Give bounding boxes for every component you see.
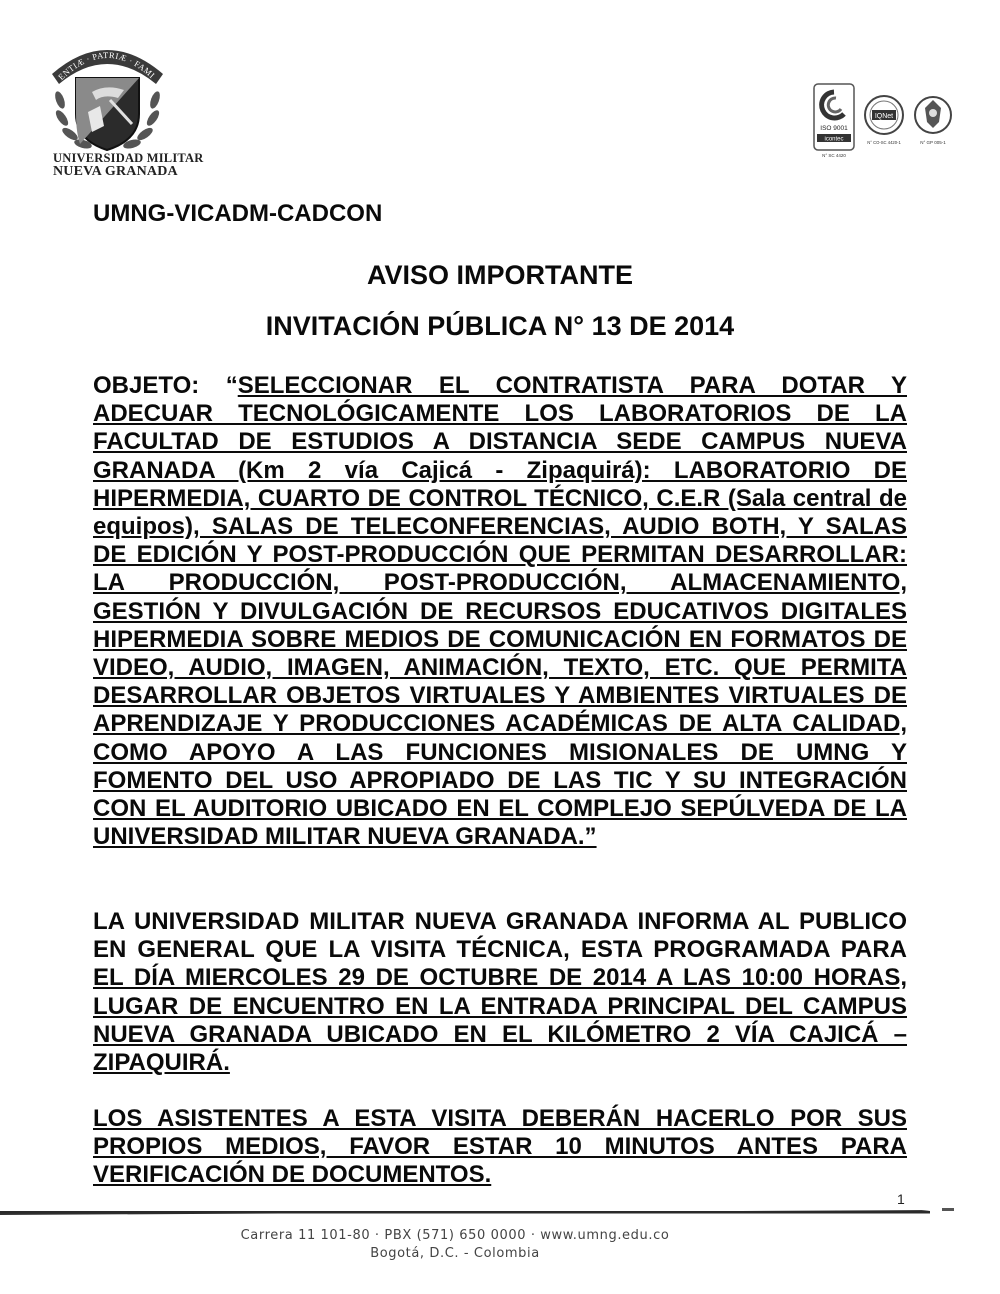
visit-notice-intro: LA UNIVERSIDAD MILITAR NUEVA GRANADA INFORMA AL PUBLICO EN GENERAL QUE LA VISITA TÉCNICA, ESTA PROGRAMADA PARA bbox=[93, 908, 907, 964]
svg-text:IQNet: IQNet bbox=[874, 113, 894, 120]
footer-address-line2: Bogotá, D.C. - Colombia bbox=[370, 1246, 540, 1261]
document-reference: UMNG-VICADM-CADCON bbox=[93, 200, 383, 227]
svg-text:N° CO-SC 4420-1: N° CO-SC 4420-1 bbox=[867, 140, 901, 145]
university-name-line1: UNIVERSIDAD MILITAR bbox=[53, 151, 204, 165]
svg-text:ISO 9001: ISO 9001 bbox=[820, 125, 848, 132]
university-crest-icon bbox=[40, 40, 175, 155]
attendees-note: LOS ASISTENTES A ESTA VISITA DEBERÁN HACERLO POR SUS PROPIOS MEDIOS, FAVOR ESTAR 10 MINUTOS ANTES PARA VERIFICACIÓN DE DOCUMENTOS. bbox=[93, 1105, 907, 1189]
page-number: 1 bbox=[897, 1191, 905, 1207]
objeto-text: SELECCIONAR EL CONTRATISTA PARA DOTAR Y ADECUAR TECNOLÓGICAMENTE LOS LABORATORIOS DE LA FACULTAD DE ESTUDIOS A DISTANCIA SEDE CAMPUS NUEVA GRANADA (Km 2 vía Cajicá - Zipaquirá): LABORATORIO DE HIPERMEDIA, CUARTO DE CONTROL TÉCNICO, C.E.R (Sala central de equipos), SALAS DE TELECONFERENCIAS, AUDIO BOTH, Y SALAS DE EDICIÓN Y POST-PRODUCCIÓN QUE PERMITAN DESARROLLAR: LA PRODUCCIÓN, POST-PRODUCCIÓN, ALMACENAMIENTO, GESTIÓN Y DIVULGACIÓN DE RECURSOS EDUCATIVOS DIGITALES HIPERMEDIA SOBRE MEDIOS DE COMUNICACIÓN EN FORMATOS DE VIDEO, AUDIO, IMAGEN, ANIMACIÓN, TEXTO, ETC. QUE PERMITA DESARROLLAR OBJETOS VIRTUALES Y AMBIENTES VIRTUALES DE APRENDIZAJE Y PRODUCCIONES ACADÉMICAS DE ALTA CALIDAD, COMO APOYO A LAS FUNCIONES MISIONALES DE UMNG Y FOMENTO DEL USO APROPIADO DE LAS TIC Y SU INTEGRACIÓN CON EL AUDITORIO UBICADO EN EL COMPLEJO SEPÚLVEDA DE LA UNIVERSIDAD MILITAR NUEVA GRANADA.” bbox=[93, 372, 907, 851]
icontec-iso-9001-seal bbox=[814, 84, 854, 158]
certification-seals bbox=[812, 82, 954, 160]
objeto-label: OBJETO: “ bbox=[93, 372, 238, 399]
university-name-line2: NUEVA GRANADA bbox=[53, 164, 178, 179]
svg-text:icontec: icontec bbox=[824, 136, 844, 143]
footer-address-line1: Carrera 11 101-80 · PBX (571) 650 0000 · www.umng.edu.co bbox=[240, 1228, 670, 1243]
visit-notice-detail: EL DÍA MIERCOLES 29 DE OCTUBRE DE 2014 A LAS 10:00 HORAS, LUGAR DE ENCUENTRO EN LA ENTRADA PRINCIPAL DEL CAMPUS NUEVA GRANADA UBICADO EN EL KILÓMETRO 2 VÍA CAJICÁ – ZIPAQUIRÁ. bbox=[93, 964, 907, 1077]
document-title: AVISO IMPORTANTE bbox=[366, 260, 633, 290]
svg-text:N° SC 4420: N° SC 4420 bbox=[822, 153, 846, 158]
objeto-paragraph bbox=[93, 372, 907, 851]
logo-motto: ENTIÆ · PATRIÆ · FAMI bbox=[55, 49, 158, 82]
government-seal bbox=[915, 97, 951, 145]
document-subtitle: INVITACIÓN PÚBLICA N° 13 DE 2014 bbox=[265, 311, 735, 341]
university-name bbox=[53, 151, 203, 179]
svg-text:N° GP 005-1: N° GP 005-1 bbox=[920, 140, 946, 145]
visit-notice-paragraph bbox=[93, 908, 907, 1077]
iqnet-seal bbox=[865, 96, 903, 145]
attendees-note-paragraph bbox=[93, 1105, 907, 1190]
footer-divider bbox=[0, 1206, 1000, 1220]
